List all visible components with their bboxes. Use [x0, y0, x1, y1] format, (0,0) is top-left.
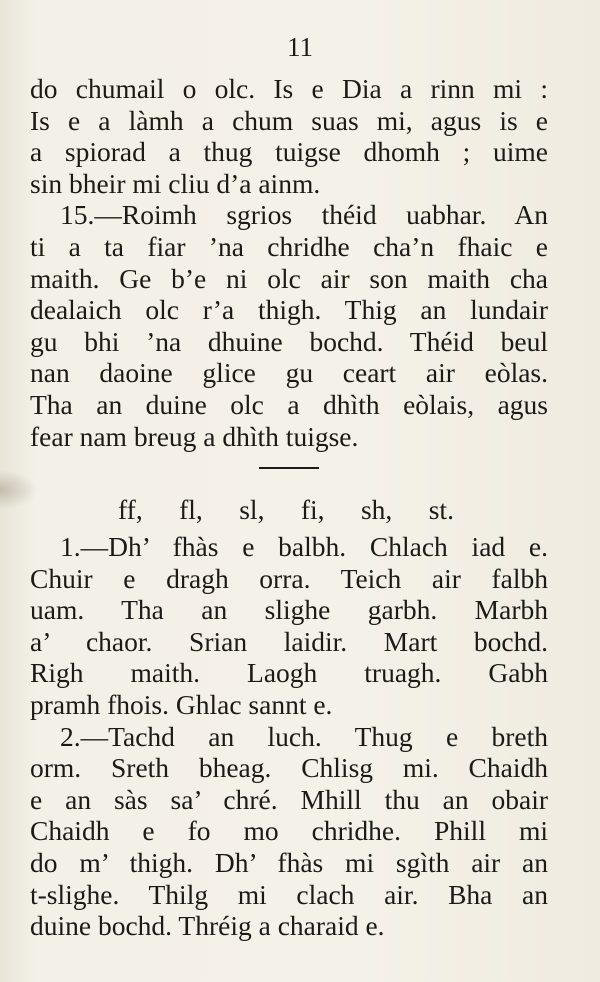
text-line: dealaich olc r’a thigh. Thig an lundair: [30, 294, 548, 326]
ligature-item: fi,: [300, 494, 325, 525]
text-line: uam. Tha an slighe garbh. Marbh: [30, 594, 548, 626]
text-line: sin bheir mi cliu d’a ainm.: [30, 167, 321, 199]
text-line: Chuir e dragh orra. Teich air falbh: [30, 562, 548, 594]
text-line: Is e a làmh a chum suas mi, agus is e: [30, 104, 548, 136]
text-line: 1.—Dh’ fhàs e balbh. Chlach iad e.: [60, 531, 548, 562]
ligature-item: sl,: [239, 494, 265, 525]
text-line: do m’ thigh. Dh’ fhàs mi sgìth air an: [30, 846, 548, 878]
text-section-proverbs: [30, 73, 548, 452]
text-line: Righ maith. Laogh truagh. Gabh: [30, 657, 548, 689]
text-line: e an sàs sa’ chré. Mhill thu an obair: [30, 783, 548, 815]
text-line: Chaidh e fo mo chridhe. Phill mi: [30, 815, 548, 847]
text-line: maith. Ge b’e ni olc air son maith cha: [30, 262, 548, 294]
text-line: 15.—Roimh sgrios théid uabhar. An: [60, 199, 548, 231]
page-number: 11: [287, 32, 313, 62]
text-line: do chumail o olc. Is e Dia a rinn mi :: [30, 73, 548, 104]
text-line: nan daoine glice gu ceart air eòlas.: [30, 357, 548, 389]
page-edge-shadow: [0, 470, 38, 510]
text-line: orm. Sreth bheag. Chlisg mi. Chaidh: [30, 752, 548, 784]
ligature-item: sh,: [360, 494, 393, 525]
ligature-item: st.: [428, 494, 454, 525]
text-line: a spiorad a thug tuigse dhomh ; uime: [30, 136, 548, 168]
ligature-item: ff,: [118, 494, 143, 525]
text-line: gu bhi ’na dhuine bochd. Théid beul: [30, 325, 548, 357]
text-line: a’ chaor. Srian laidir. Mart bochd.: [30, 625, 548, 657]
ligature-item: fl,: [179, 494, 203, 525]
text-section-exercises: [30, 531, 548, 942]
section-divider: [259, 467, 319, 469]
text-line: fear nam breug a dhìth tuigse.: [30, 420, 359, 452]
text-line: pramh fhois. Ghlac sannt e.: [30, 688, 333, 720]
text-line: Tha an duine olc a dhìth eòlais, agus: [30, 388, 548, 420]
text-line: duine bochd. Thréig a charaid e.: [30, 910, 385, 942]
text-line: 2.—Tachd an luch. Thug e breth: [60, 720, 548, 752]
text-line: ti a ta fiar ’na chridhe cha’n fhaic e: [30, 230, 548, 262]
text-line: t-slighe. Thilg mi clach air. Bha an: [30, 878, 548, 910]
ligature-list: [118, 494, 454, 526]
